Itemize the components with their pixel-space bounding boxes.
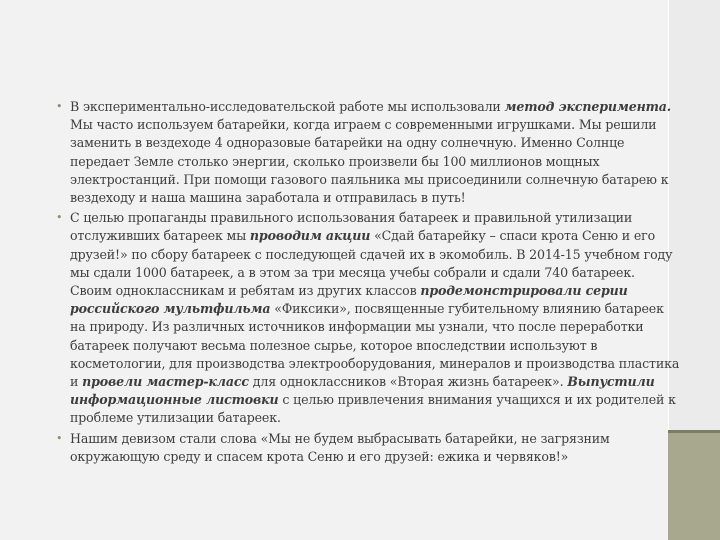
emphasis-text: метод эксперимента. — [504, 99, 672, 114]
emphasis-text: продемонстрировали серии российского мультфильма — [70, 283, 628, 317]
segment: С целью пропаганды правильного использования батареек и правильной утилизации отслуживших батареек мы — [70, 210, 633, 244]
segment: с целью привлечения внимания учащихся и их родителей к проблеме утилизации батареек. — [70, 392, 676, 426]
segment: В экспериментально-исследовательской работе мы использовали — [70, 99, 505, 114]
bullet-paragraph-2 — [56, 209, 680, 427]
segment: для одноклассников «Вторая жизнь батареек». — [248, 374, 568, 390]
slide-body-text — [56, 98, 680, 466]
segment: Мы часто используем батарейки, когда играем с современными игрушками. Мы решили заменить в вездеходе 4 одноразовые батарейки на одну солнечную. Именно Солнце передает Земле столько энергии, сколько произвели бы 100 миллионов мощных электростанций. При помощи газового паяльника мы присоединили солнечную батарею к вездеходу и наша машина заработала и отправилась в путь! — [70, 117, 669, 206]
emphasis-text: проводим акции — [249, 228, 371, 244]
segment: «Фиксики», посвященные губительному влиянию батареек на природу. Из различных источников информации мы узнали, что после переработки батареек получают весьма полезное сырье, которое впоследствии используют в косметологии, для производства электрооборудования, минералов и производства пластика и — [70, 301, 680, 390]
bullet-paragraph-3 — [56, 430, 680, 466]
segment: «Сдай батарейку – спаси крота Сеню и его друзей!» по сбору батареек с последующей сдачей их в экомобиль. В 2014-15 учебном году мы сдали 1000 батареек, а в этом за три месяца учебы собрали и сдали 740 батареек. Своим одноклассникам и ребятам из других классов — [70, 228, 673, 299]
bullet-dot-icon: • — [56, 100, 63, 113]
bullet-dot-icon: • — [56, 431, 63, 445]
emphasis-text: Выпустили информационные листовки — [70, 374, 655, 408]
bullet-dot-icon: • — [56, 211, 63, 225]
segment: Нашим девизом стали слова «Мы не будем выбрасывать батарейки, не загрязним окружающую среду и спасем крота Сеню и его друзей: ежика и червяков!» — [70, 430, 610, 464]
emphasis-text: провели мастер-класс — [82, 374, 249, 390]
bullet-paragraph-1 — [56, 98, 680, 207]
